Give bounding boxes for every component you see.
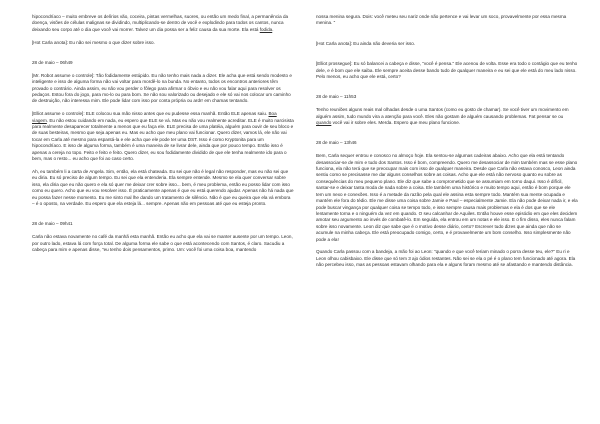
paragraph-text: você vai ir sobre eles. Merda. Espero que meu plano funcione.: [332, 120, 461, 126]
paragraph-text: hipocondríaco – muito embreve os delírios vão, coceira, pintas vermelhas, suores, ou então um medo final, a permanência da doença, visões de células malignas se dividindo, multiplicando-se dentro de você e explodindo para todos os cantos, nunca deixando seu corpo até o dia que você vai morrer. Talvez um dia possa ser a feliz causa da sua morte. Ela está: [32, 14, 289, 32]
underlined-text: fodida: [259, 26, 273, 32]
paragraph: Quando Carla passou com a bandeja, a mão foi ao Leon: "quando e que você teriam minado o porra desse teu, ele?" Eu ri e Leon olhou cabisbaixo. Ele disse que só tem 3 ajo ódios restantes. Não sei se ela o pé é o plano tem funcionado até agora. Ela não percebeu isso, mas as pessoas estavam olhando para ela e alguns foram mesmo até se afastando e mantendo distância.: [316, 249, 576, 268]
note: [Hot Carla anota]: Eu não sei mesmo o que dizer sobre isso.: [32, 39, 155, 45]
paragraph-text: .: [272, 26, 274, 32]
paragraph: Carla não estava novamente no café da manhã esta manhã. Então eu acho que ela vai se manter ausente por um tempo. Leon, por outro lado, estava lá com força total. De alguma forma ele sabe o que está acontecendo com Santos, é claro. Sacudiu a cabeça para mim e apenas disse, "eu tenho dois pensamentos, primo. Um: você foi uma coisa boa, mantendo: [32, 234, 293, 252]
paragraph: [32, 14, 294, 33]
paragraph: [32, 111, 294, 162]
paragraph: [Mr. Robot assume o controle]: Tão fodidamente estúpido. Eu não tenho mais nada a dizer. Ele acha que está sendo modesto e inteligente e isso de alguma forma não vai voltar para mordê-lo na bunda. No entanto, todos os encontros anteriores têm provado o contrário. Ainda assim, eu não vou perder o fôlego para afirmar o óbvio e eu não vou falar aqui para resolver os pedaços. Estou fora do jogo, para mo-lo ou para bom. Se não sou valorizado ou desejado e ele só vai nos colocar um caminho de destruição, não interessa mim. Ele pode lidar com isso por conta própria ou ardrr em chamas tentando.: [32, 72, 292, 104]
paragraph: Ah, eu também li a carta de Angela. Sim, então, ela está chateada. Eu sei que não é legal não responder, mas eu não sei que eu diria. Eu só preciso de algum tempo. Eu sei que ela entenderia. Ela sempre entende. Mesmo se ela quer conversar sobre isso, ela diria que eu não quero e ela só quer me deixar crer sobre isso... bem, é meu problema, então eu posso lidar com isso como eu quero. Acho que eu vou resolver isso. É praticamente apenas é que eu está querendo ajudar. Apenas não há nada que eu possa fazer nesse momento. Eu me sinto mal lhe dando um tratamento de silêncio. Não é que eu queira que ela vá embora – é o oposto, na verdade. Eu espero que ela esteja lá... sempre. Apenas não em pessoas até que eu esteja pronto.: [32, 168, 294, 206]
underlined-text: Boa viagem: [32, 111, 277, 123]
left-column: [32, 14, 294, 260]
note: [Hot Carla anota]: Eu ainda não deveria ser isso.: [316, 40, 416, 46]
right-column: [316, 14, 578, 275]
entry-date: 28 de maio – 11h53: [316, 94, 357, 100]
paragraph: [Elliot prossegue]: Eu só balancei a cabeça e disse, "você é pensa." Ele acenou de volta. Esse era todo o contágio que eu tenho dele, e é bom que ele saiba. Ele sempre aceita desse bando tudo de qualquer maneira e eu sei que ele está do meu lado nisso. Pelo menos, eu acho que ele está, certo?: [316, 61, 578, 80]
paragraph-text: Tenho reuniões alguns reais mal olhadas desde o uma Santos (como eu gosto de chamar). Se você tiver um movimento em alguém assim, tudo mundo vira a atenção para você. Eles não gostam de alguém causando problemas. Fat pensar se ou: [316, 107, 569, 119]
paragraph: Bem, Carla sequer entrou e conosco no almoço hoje. Ela sentou-se algumas cadeiras abaixo. Acho que ela está tentando desassociar-se de mim e tudo dos Santos. Isso é bom, compreendo. Quero me desassociar de mim também mas se esse plano funciona, ela não terá que se preocupar mais com isso de qualquer maneira. Desde que Carla não estava conosco, Leon ainda sentiu como se precisasse me dar alguns conselhos sobre as coisas. Acho que ele está não nervoso quanto eu sobre as consequências do meu pequeno plano. Ele diz que sabe a comprometido que se assumiam em torno daqui. Isso é difícil, santar-se e deixar tanta moda de nada sobre a coisa. Ele também uma histórico e muito tempo aqui, então é bom porque ele tem um nexo e conexões. Isso é a metade da razão pela qual ele assina esta sempre todo. Mantém sua mente ocupada e mantém ele fora do tédio. Ele me disse uma coisa sobre Jamie e Paul – especialmente Jamie. Ela não pode deixar nada ir, e ela pode buscar vingança por qualquer coisa se tempo todo, e isso sempre causa mais problemas e ela é dos que se ele lentamente torna e o ninguém da vez em quando. O seu calcanhar de Aquiles. Então houve esse episódio em que eles decidem amotar seu argumento ao invés de combatê-lo. Em seguida, ela entrou em um notas e ele isso. E o fim disso, eles nunca falam sobre isso novamente. Leon diz que sabe que é o motivo desse diário, certo? Escrever tudo dizes que ainda que não se acumule na minha cabeça. Ele está preocupado comigo, certo, e é provavelmente um bom conselho. Isso simplesmente não pode a ela!: [316, 153, 578, 242]
paragraph: [316, 107, 578, 126]
entry-date: 28 de maio – 09h41: [32, 221, 73, 227]
entry-date: 28 de maio – 06h49: [32, 60, 73, 66]
entry-date: 28 de maio – 13h46: [316, 140, 357, 146]
paragraph: nossa menina segura. Dois: você meteu seu nariz onde não pertence e vai levar um soco, provavelmente por essa mesma menina. ": [316, 14, 567, 26]
underlined-text: quando: [316, 120, 332, 126]
paragraph-text: [Elliot assume o controle]: ELE colocou sua mão nisso antes que eu pudesse essa manhã. Então ELE apenas saiu.: [32, 111, 268, 117]
paragraph-text: . Eu não estou cuidando em nada, eu espero que ELE se vá. Mas eu não vou realmente acreditar. ELE é muito narcisista para realmente desaparecer totalmente a menos que eu faça ele. ELE precisa de uma platéia, alguém para ouvir de seu bloco e de suas besteiras, mesmo que seja apenas eu. Mas eu acho que meu plano vai funcionar. Quero dizer, vamos lá, ele não vai tocar em Carla até mesmo para espantá-la e ele acha que ele pode ter uma DST. Isso é como Kryptonita para um hipocondríaco. E isso de alguma forma, também é uma maneira de se livrar dele, ainda que por pouco tempo. Então isso é apenas a cereja no topo. Feito e feito e feito. Quero dizer, eu sou fodidamente dividido de que ele tenha realmente ido para o bem, mas o resto... eu acho que foi ao caso certo.: [32, 117, 294, 162]
